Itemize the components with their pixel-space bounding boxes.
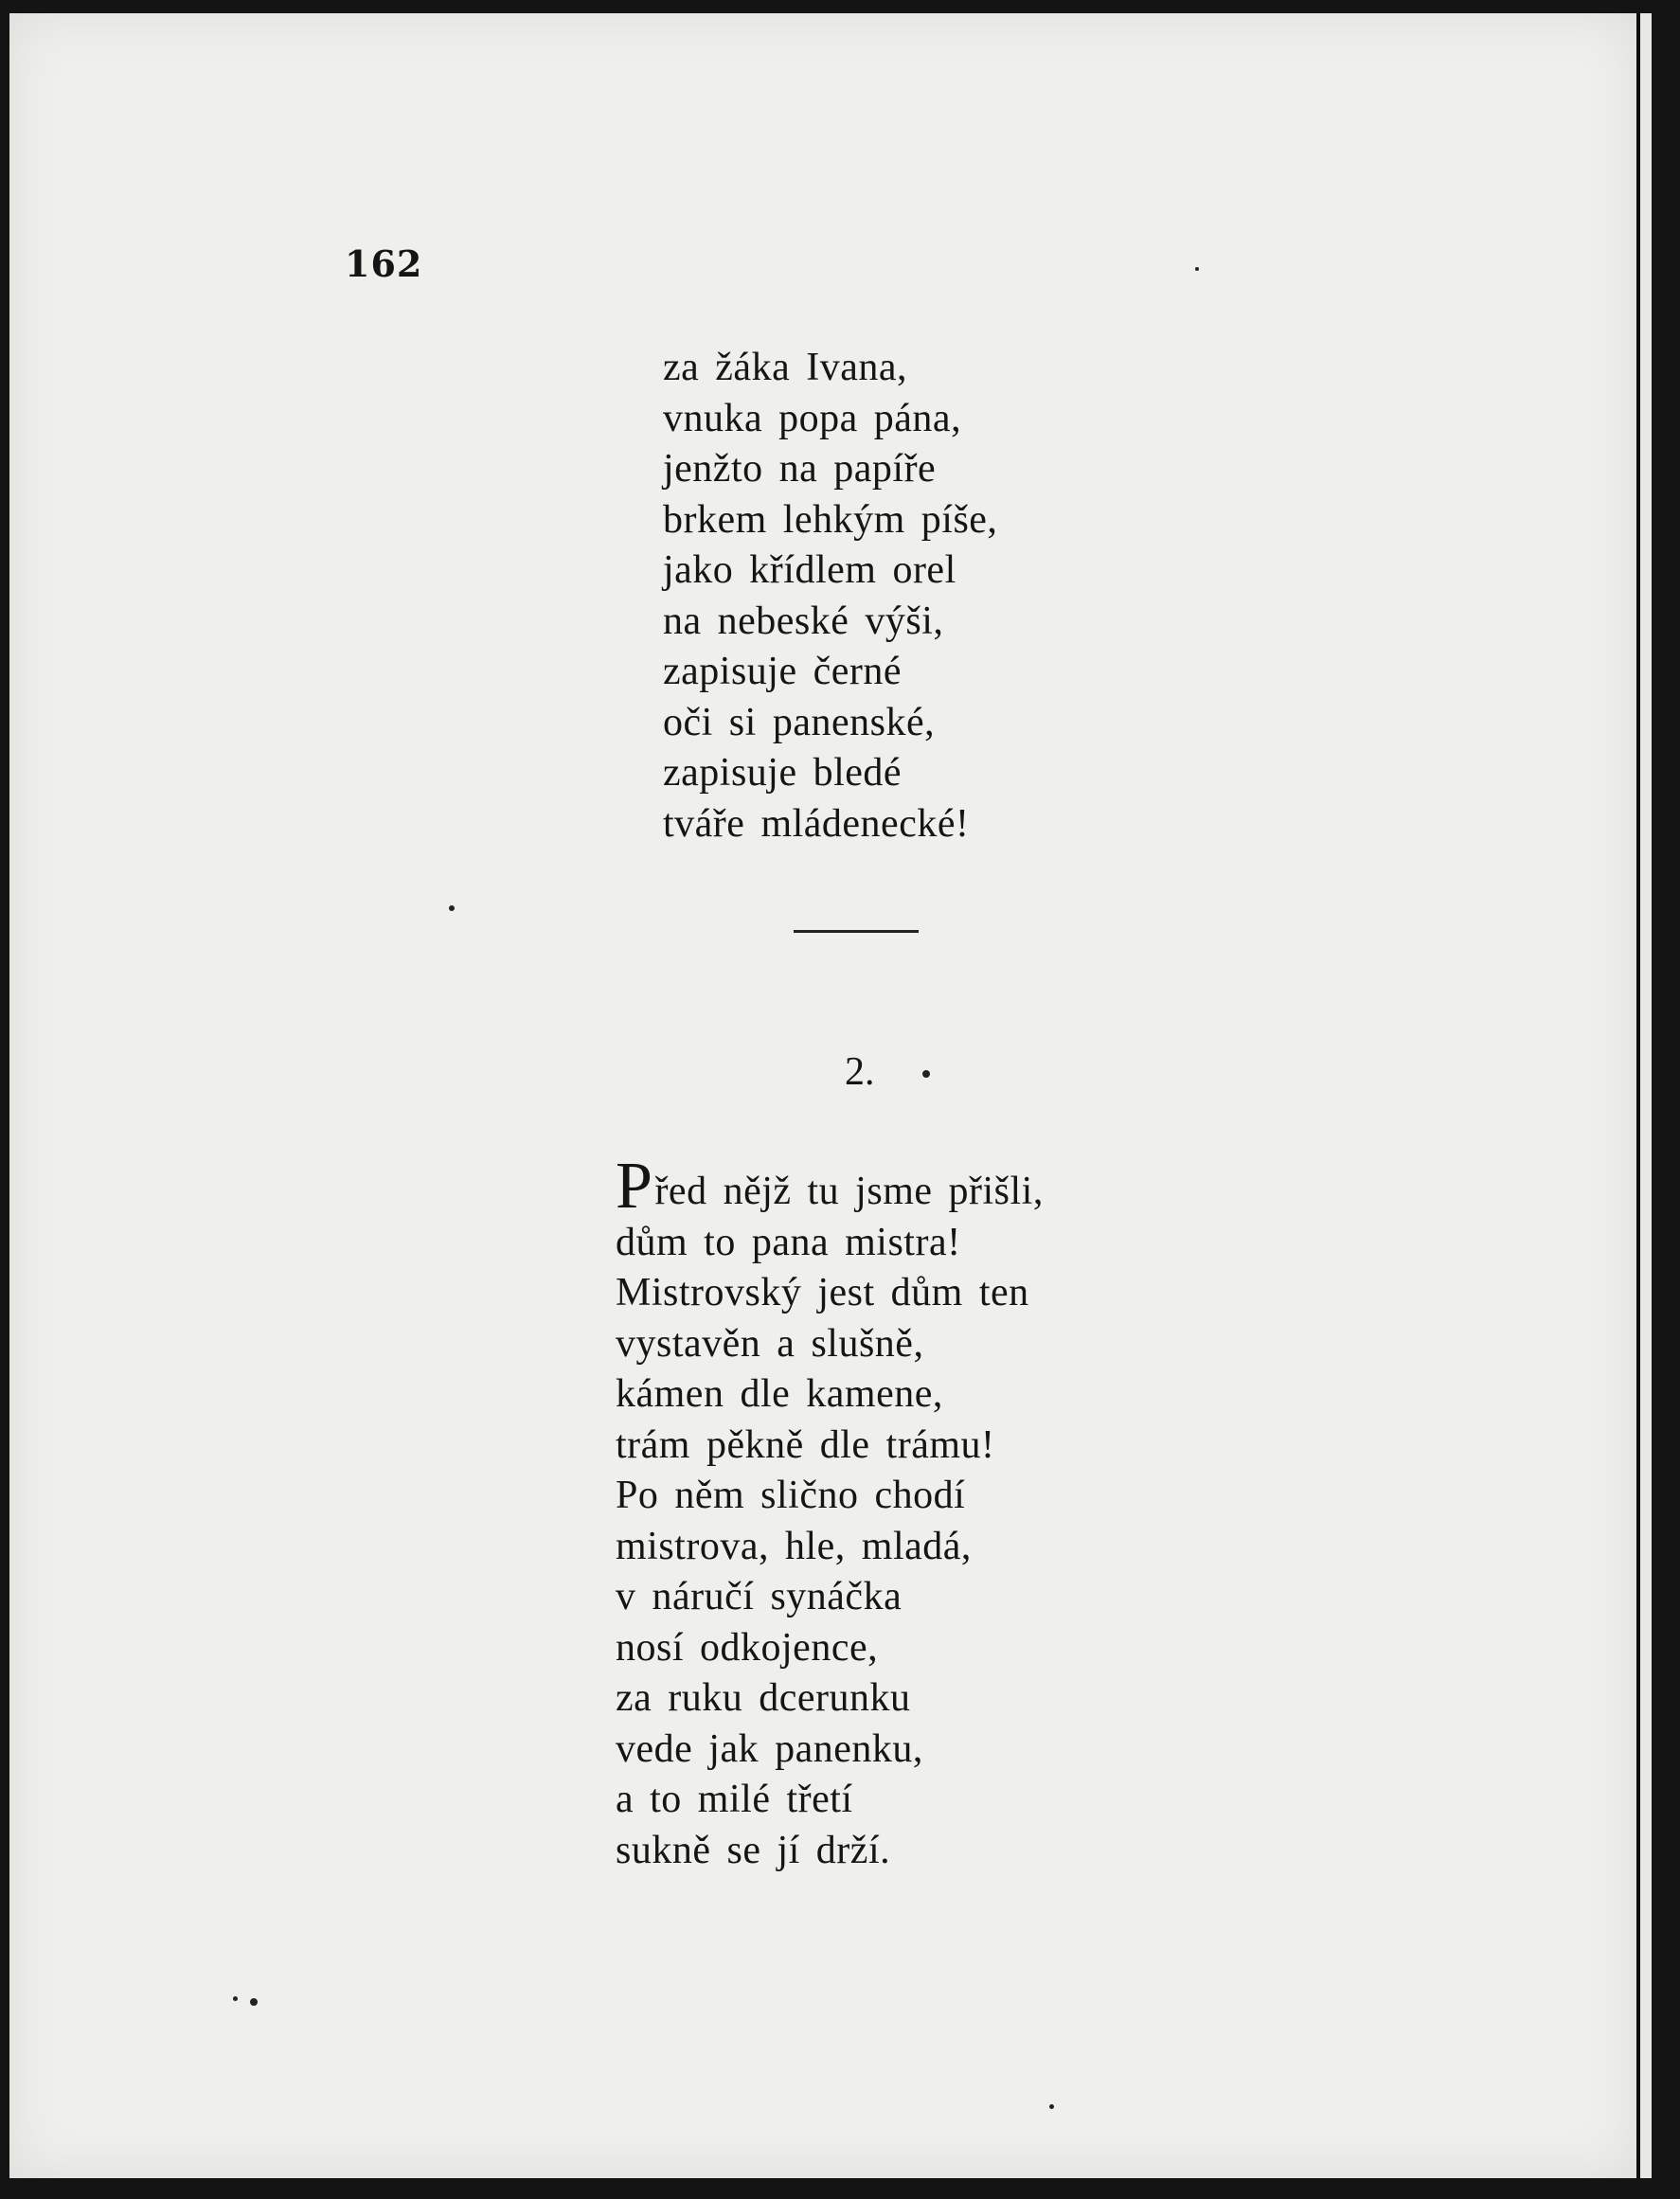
verse-line-first — [616, 1150, 1044, 1223]
verse-line: oči si panenské, — [663, 700, 936, 744]
verse-line: za žáka Ivana, — [663, 346, 907, 389]
verse-line: v náručí synáčka — [616, 1575, 903, 1618]
verse-line: trám pěkně dle trámu! — [616, 1422, 995, 1467]
verse-line: Mistrovský jest dům ten — [616, 1271, 1029, 1314]
page-number: 162 — [345, 242, 423, 285]
verse-line-first-rest: řed nějž tu jsme přišli, — [654, 1170, 1044, 1213]
scan-speck — [250, 1998, 258, 2006]
scan-speck — [233, 1996, 238, 2001]
verse-line: vnuka popa pána, — [663, 396, 962, 440]
verse-line: kámen dle kamene, — [616, 1372, 943, 1416]
stanza-1 — [663, 343, 997, 849]
section-divider — [794, 930, 919, 933]
verse-line: Po něm slično chodí — [616, 1474, 966, 1517]
verse-line: vystavěn a slušně, — [616, 1321, 924, 1366]
verse-line: nosí odkojence, — [616, 1625, 879, 1670]
verse-line: dům to pana mistra! — [616, 1220, 961, 1264]
verse-line: mistrova, hle, mladá, — [616, 1524, 972, 1568]
scan-speck — [449, 905, 455, 911]
stanza-2 — [616, 1150, 1044, 1876]
verse-line: jenžto na papíře — [663, 447, 937, 491]
verse-line: jako křídlem orel — [663, 548, 956, 592]
verse-line: sukně se jí drží. — [616, 1828, 891, 1872]
verse-line: na nebeské výši, — [663, 599, 944, 643]
verse-line: brkem lehkým píše, — [663, 497, 998, 542]
verse-line: tváře mládenecké! — [663, 801, 970, 846]
page-edge — [1636, 13, 1652, 2178]
verse-line: zapisuje černé — [663, 650, 903, 693]
scan-speck — [1195, 267, 1199, 271]
verse-line: a to milé třetí — [616, 1778, 853, 1821]
section-number: 2. — [845, 1050, 875, 1094]
drop-cap: P — [616, 1150, 653, 1223]
scan-speck — [1049, 2104, 1054, 2109]
verse-line: zapisuje bledé — [663, 751, 903, 795]
verse-line: za ruku dcerunku — [616, 1676, 911, 1720]
verse-line: vede jak panenku, — [616, 1726, 923, 1771]
scan-speck — [922, 1070, 930, 1078]
